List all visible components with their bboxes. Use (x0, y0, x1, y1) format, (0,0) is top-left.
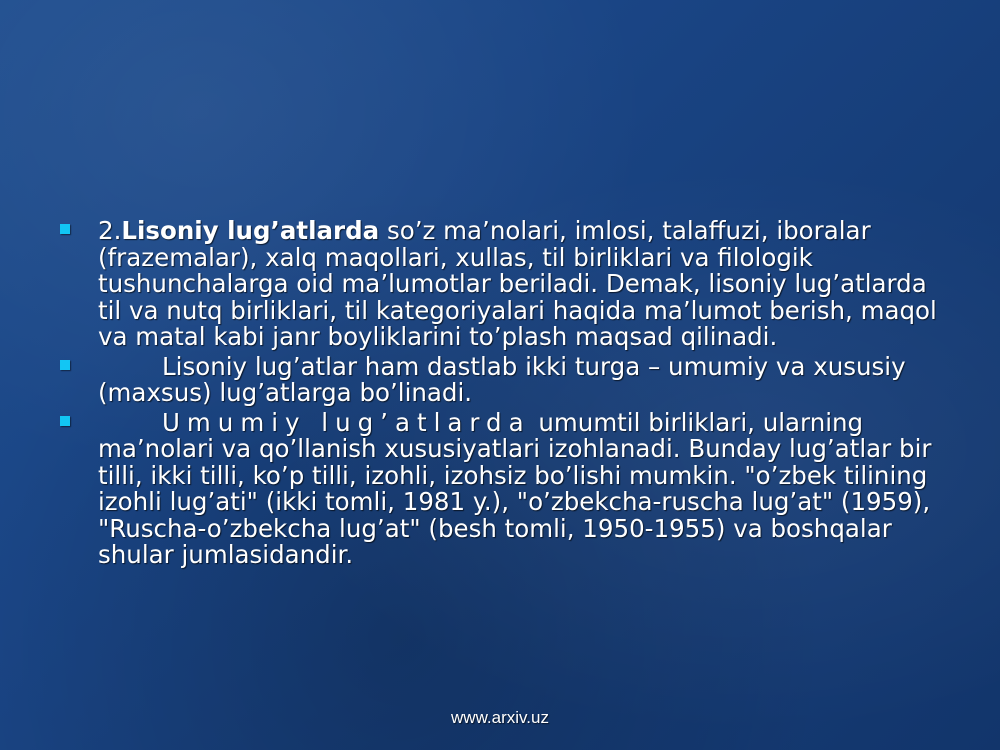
bullet-2-text: Lisoniy lug’atlar ham dastlab ikki turga – umumiy va xususiy (maxsus) lug’atlarga bo’linadi. (98, 351, 906, 407)
bullet-1-bold-term: Lisoniy lug’atlarda (121, 216, 380, 245)
square-bullet-icon (60, 416, 70, 426)
bullet-1-text: so’z ma’nolari, imlosi, talaffuzi, iboralar (frazemalar), xalq maqollari, xullas, til birliklari va filologik tushunchalarga oid ma’lumotlar beriladi. Demak, lisoniy lug’atlarda til va nutq birliklari, til kategoriyalari haqida ma’lumot berish, maqol va matal kabi janr boyliklarini to’plash maqsad qilinadi. (98, 216, 937, 351)
square-bullet-icon (60, 360, 70, 370)
bullet-3-spaced-term: Umumiy lug’atlarda (162, 407, 531, 437)
square-bullet-icon (60, 224, 70, 234)
bullet-3-text: umumtil birliklari, ularning ma’nolari va qo’llanish xususiyatlari izohlanadi. Bunday lug’atlar bir tilli, ikki tilli, ko’p tilli, izohli, izohsiz bo’lishi mumkin. "o’zbek tilining izohli lug’ati" (ikki tomli, 1981 y.), "o’zbekcha-ruscha lug’at" (1959), "Ruscha-o’zbekcha lug’at" (besh tomli, 1950-1955) va boshqalar shular jumlasidandir. (98, 407, 932, 569)
bullet-item-1 (60, 218, 940, 351)
footer-url: www.arxiv.uz (451, 708, 549, 727)
bullet-item-3 (60, 407, 940, 569)
bullet-item-2 (60, 351, 940, 407)
bullet-1-number: 2. (98, 216, 122, 245)
bullet-list (60, 218, 940, 572)
